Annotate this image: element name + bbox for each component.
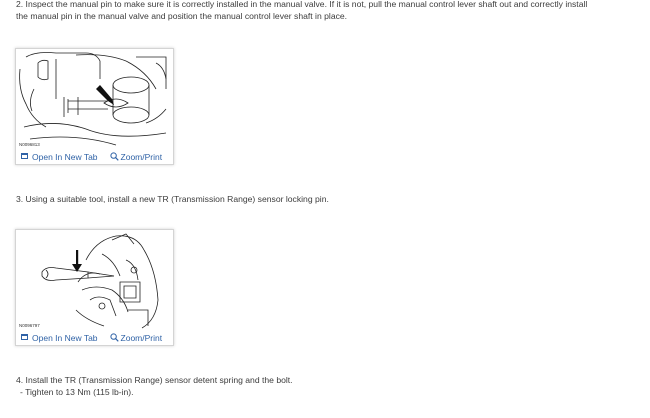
figure-image-locking-pin[interactable] (16, 230, 173, 330)
locking-pin-illustration (16, 230, 173, 330)
open-in-new-tab-link[interactable] (21, 152, 98, 162)
zoom-print-label: Zoom/Print (120, 332, 163, 343)
step-4-torque-spec: - Tighten to 13 Nm (115 lb-in). (20, 387, 134, 397)
figure-card-step-2 (15, 48, 174, 165)
manual-pin-illustration (16, 49, 173, 149)
figure-code: N0096797 (19, 323, 40, 328)
figure-card-step-3 (15, 229, 174, 346)
zoom-print-label: Zoom/Print (120, 151, 163, 162)
magnifier-icon (110, 333, 119, 342)
figure-code: N0096813 (19, 142, 40, 147)
figure-image-manual-pin[interactable] (16, 49, 173, 149)
step-2-text-line-2: the manual pin in the manual valve and position the manual control lever shaft in place. (16, 11, 348, 21)
open-tab-icon (21, 153, 28, 159)
zoom-print-link[interactable] (110, 333, 163, 343)
zoom-print-link[interactable] (110, 152, 163, 162)
magnifier-icon (110, 152, 119, 161)
step-3-text: 3. Using a suitable tool, install a new TR (Transmission Range) sensor locking pin. (16, 194, 329, 204)
open-in-new-tab-label: Open In New Tab (32, 332, 98, 343)
step-4-text: 4. Install the TR (Transmission Range) sensor detent spring and the bolt. (16, 375, 293, 385)
open-tab-icon (21, 334, 28, 340)
step-2-text-line-1: 2. Inspect the manual pin to make sure it is correctly installed in the manual valve. If it is not, pull the manual control lever shaft out and correctly install (16, 0, 588, 9)
figure-actions (16, 330, 173, 345)
open-in-new-tab-link[interactable] (21, 333, 98, 343)
open-in-new-tab-label: Open In New Tab (32, 151, 98, 162)
figure-actions (16, 149, 173, 164)
